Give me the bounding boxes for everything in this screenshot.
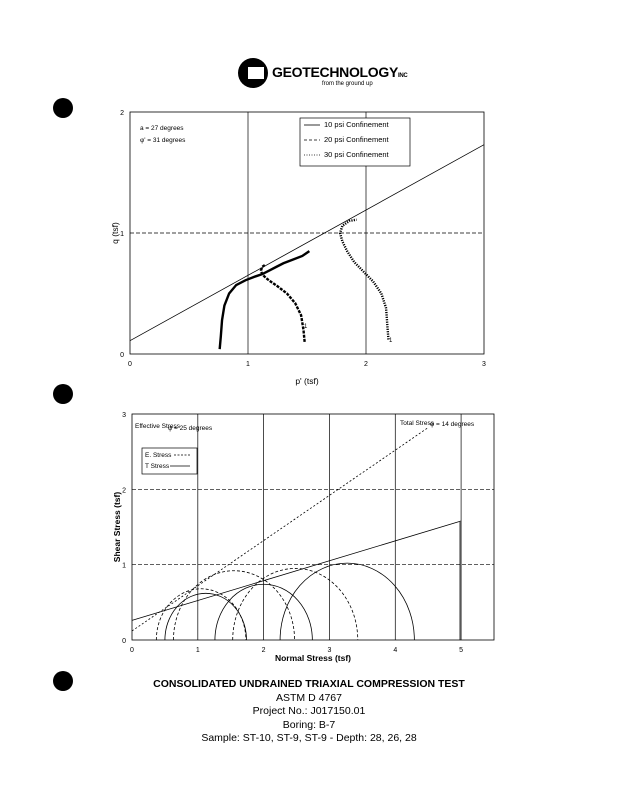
chart1-series-line-3 <box>340 220 388 340</box>
test-standard: ASTM D 4767 <box>276 691 342 704</box>
company-name: GEOTECHNOLOGY <box>272 64 398 80</box>
mohr-circle-total <box>156 589 246 640</box>
chart2-x-tick-label: 4 <box>393 647 398 654</box>
chart1-x-tick-label: 1 <box>246 361 250 368</box>
chart2-y-tick-label: 0 <box>122 638 126 645</box>
mohr-circle-effective <box>165 593 247 640</box>
chart2-x-tick-label: 3 <box>327 647 332 654</box>
chart2-x-tick-label: 1 <box>195 647 200 654</box>
chart-mohr <box>112 412 494 663</box>
chart2-total-phi: φ = 14 degrees <box>430 421 475 428</box>
project-number: Project No.: J017150.01 <box>252 705 366 718</box>
chart1-x-axis-label: p' (tsf) <box>295 376 319 386</box>
mohr-circle-total <box>233 568 358 640</box>
legend-label-e-stress: E. Stress <box>145 452 172 459</box>
legend-label-30psi: 30 psi Confinement <box>324 150 389 159</box>
legend-label-20psi: 20 psi Confinement <box>324 135 389 144</box>
chart1-y-tick-label: 1 <box>120 231 124 238</box>
chart2-x-axis-label: Normal Stress (tsf) <box>274 653 352 663</box>
chart1-annotation-alpha: a = 27 degrees <box>140 125 184 132</box>
legend-label-t-stress: T Stress <box>145 463 170 470</box>
chart2-y-axis-label: Shear Stress (tsf) <box>112 491 122 563</box>
chart1-series-line-2 <box>261 264 305 341</box>
chart2-x-tick-label: 0 <box>130 647 134 654</box>
chart2-x-tick-label: 5 <box>459 647 464 654</box>
company-tagline: from the ground up <box>322 81 373 87</box>
chart2-effective-phi: φ = 25 degrees <box>168 425 213 432</box>
chart1-y-tick-label: 0 <box>120 352 124 359</box>
chart1-y-axis-label: q (tsf) <box>110 222 120 244</box>
chart2-legend <box>142 448 197 474</box>
chart2-y-tick-label: 2 <box>122 487 126 495</box>
sample-info: Sample: ST-10, ST-9, ST-9 - Depth: 28, 26, 28 <box>201 732 417 745</box>
chart-pq <box>110 110 486 386</box>
chart1-x-tick-label: 3 <box>482 361 486 368</box>
company-suffix: INC <box>398 73 408 79</box>
legend-label-10psi: 10 psi Confinement <box>324 120 389 129</box>
chart2-y-tick-label: 1 <box>122 562 126 570</box>
chart2-effective-label: Effective Stress <box>135 423 181 430</box>
chart2-x-tick-label: 2 <box>261 647 266 654</box>
chart1-x-tick-label: 0 <box>128 361 132 368</box>
chart1-point-label-a: 1 <box>304 324 308 330</box>
chart2-y-tick-label: 3 <box>122 412 126 419</box>
chart1-legend <box>300 118 410 166</box>
test-title: CONSOLIDATED UNDRAINED TRIAXIAL COMPRESSION TEST <box>153 678 465 690</box>
chart1-failure-line <box>130 145 484 341</box>
chart1-x-tick-label: 2 <box>364 361 368 368</box>
chart2-effective-envelope <box>132 521 461 620</box>
chart1-y-tick-label: 2 <box>120 110 124 117</box>
mohr-circle-effective <box>280 563 414 640</box>
mohr-circle-total <box>173 571 294 640</box>
boring-id: Boring: B-7 <box>282 718 336 731</box>
chart2-total-label: Total Stress <box>400 420 434 427</box>
chart1-annotation-phi: φ' = 31 degrees <box>140 137 186 144</box>
report-footer <box>0 678 618 746</box>
chart1-point-label-b: 1 <box>389 338 393 344</box>
